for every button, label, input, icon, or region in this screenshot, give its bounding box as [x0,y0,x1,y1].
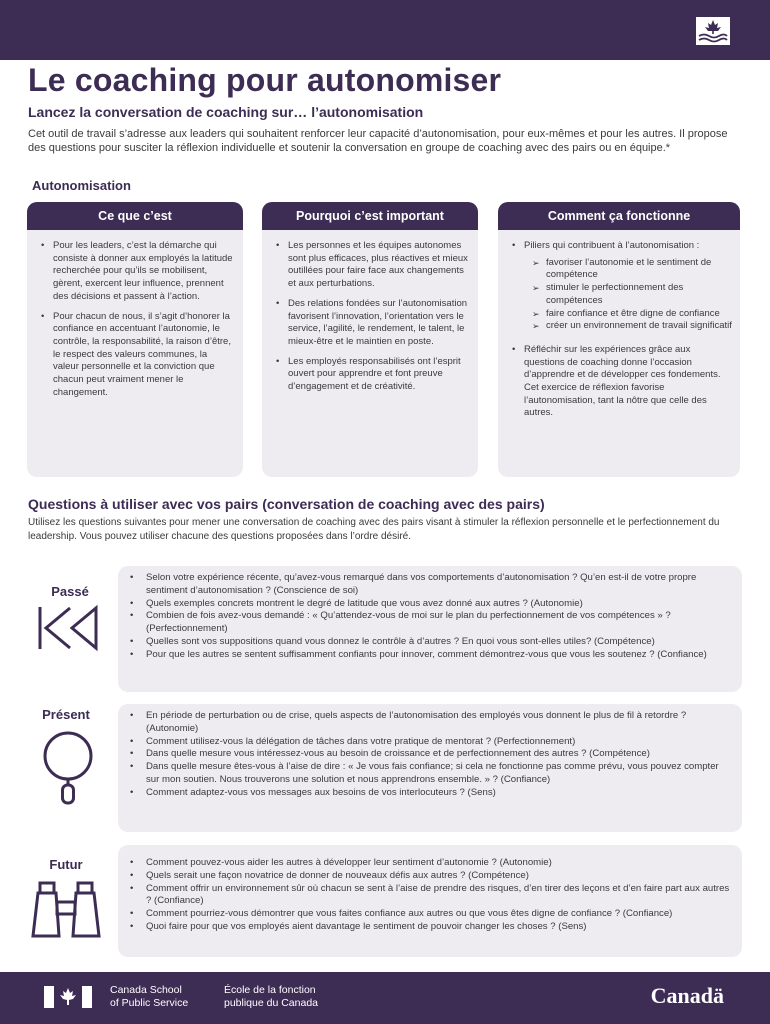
question-item: • Comment adaptez-vous vos messages aux besoins de vos interlocuteurs ? (Sens) [130,787,732,800]
question-item: • Comment pouvez-vous aider les autres à développer leur sentiment d’autonomie ? (Autonomie) [130,857,732,870]
row-label-passe: Passé [51,584,89,599]
question-item: • Dans quelle mesure vous intéressez-vous au besoin de croissance et de perfectionnement des autres ? (Compétence) [130,748,732,761]
section-heading-autonomisation: Autonomisation [32,178,131,193]
questions-box-present [118,704,742,832]
sub-list [524,253,732,337]
question-item: • Dans quelle mesure êtes-vous à l’aise de dire : « Je vous fais confiance; si cela ne fonctionne pas comme prévu, vous pouvez compter sur mon soutien. Nous trouverons une solution et nous apprendrons ensemble. » ? (Confiance) [130,761,732,787]
sub-list-item: ➢ stimuler le perfectionnement des compétences [532,282,732,307]
footer-en-line: Canada School [110,984,182,996]
column-how-it-works [498,202,740,477]
column-what-it-is [27,202,243,477]
intro-paragraph: Cet outil de travail s’adresse aux leaders qui souhaitent renforcer leur capacité d’autonomisation, pour eux-mêmes et pour les autres. Il propose des questions pour susciter la réflexion individuelle et soutenir la conversation en groupe de coaching avec des pairs ou en équipe.* [28,128,728,154]
column-heading: Pourquoi c’est important [262,202,478,230]
footer-fr-line: École de la fonction [224,984,316,996]
question-item: • En période de perturbation ou de crise, quels aspects de l’autonomisation des employés vous donnent le plus de fil à retordre ? (Autonomie) [130,710,732,736]
canada-wordmark: Canadä [650,983,724,1008]
question-item: • Combien de fois avez-vous demandé : « Qu’attendez-vous de moi sur le plan du perfectionnement de vos compétences » ? (Perfectionnement) [130,610,732,636]
question-item: • Pour que les autres se sentent suffisamment confiants pour innover, comment démontrez-vous que vous les soutenez ? (Confiance) [130,649,732,662]
rewind-icon [36,604,102,652]
question-item: • Comment offrir un environnement sûr où chacun se sent à l’aise de prendre des risques, d’en tirer des leçons et d’en faire part aux autres ? (Confiance) [130,883,732,909]
column-why-important [262,202,478,477]
footer-fr-line: publique du Canada [224,996,318,1009]
questions-intro: Utilisez les questions suivantes pour mener une conversation de coaching avec des pairs visant à stimuler la réflexion personnelle et le perfectionnement du leadership. Vous pouvez utiliser chacune des questions proposées dans l’ordre désiré. [28,517,720,542]
list-item [512,240,732,337]
question-item: • Quoi faire pour que vos employés aient davantage le sentiment de pouvoir changer les choses ? (Sens) [130,921,732,934]
question-item: • Comment utilisez-vous la délégation de tâches dans votre pratique de mentorat ? (Perfectionnement) [130,736,732,749]
column-heading: Comment ça fonctionne [498,202,740,230]
footer-en-line: of Public Service [110,996,189,1009]
list-item: • Pour chacun de nous, il s’agit d’honorer la confiance en accentuant l’autonomie, le contrôle, la responsabilité, la raison d’être, le respect des valeurs communes, la valeur personnelle et la conviction que chacun peut vraiment mener le changement. [41,311,235,400]
page-title: Le coaching pour autonomiser [28,62,502,98]
list-item: • Réfléchir sur les expériences grâce aux questions de coaching donne l’occasion d’apprendre et de développer ces fondements. Cet exercice de réflexion favorise l’autonomisation, tant la nôtre que celle des autres. [512,344,732,420]
magnifying-glass-icon [38,730,98,806]
page-subtitle: Lancez la conversation de coaching sur… l’autonomisation [28,104,424,120]
question-item: • Quels exemples concrets montrent le degré de latitude que vous avez donné aux autres ? (Autonomie) [130,598,732,611]
list-item: • Les personnes et les équipes autonomes sont plus efficaces, plus réactives et mieux outillées pour faire face aux changements et aux perturbations. [276,240,470,291]
question-item: • Quels serait une façon novatrice de donner de nouveaux défis aux autres ? (Compétence) [130,870,732,883]
binoculars-icon [28,880,104,942]
sub-list-item: ➢ favoriser l’autonomie et le sentiment de compétence [532,257,732,282]
row-label-present: Présent [42,707,90,722]
questions-title: Questions à utiliser avec vos pairs (conversation de coaching avec des pairs) [28,496,545,512]
top-banner [0,0,770,60]
sub-list-item: ➢ créer un environnement de travail significatif [532,320,732,333]
questions-box-futur [118,845,742,957]
footer-french-name [224,984,318,1009]
list-item-text: Piliers qui contribuent à l’autonomisation : [524,240,700,251]
csps-logo-icon [696,17,730,45]
question-item: • Comment pourriez-vous démontrer que vous faites confiance aux autres ou que vous êtes digne de confiance ? (Confiance) [130,908,732,921]
list-item: • Les employés responsabilisés ont l’esprit ouvert pour apprendre et font preuve d’engagement et de créativité. [276,356,470,394]
sub-list-item: ➢ faire confiance et être digne de confiance [532,308,732,321]
question-item: • Quelles sont vos suppositions quand vous donnez le contrôle à d’autres ? En quoi vous sont-elles utiles? (Compétence) [130,636,732,649]
list-item: • Pour les leaders, c’est la démarche qui consiste à donner aux employés la latitude recherchée pour qu’ils se mobilisent, gèrent, exercent leur influence, prennent des décisions et passent à l’action. [41,240,235,304]
column-heading: Ce que c’est [27,202,243,230]
footer-bar [0,972,770,1024]
row-label-futur: Futur [49,857,83,872]
question-item: • Selon votre expérience récente, qu’avez-vous remarqué dans vos comportements d’autonomisation ? Qu’en est-il de votre propre sentiment d’autonomisation ? (Conscience de soi) [130,572,732,598]
questions-box-passe [118,566,742,692]
canada-flag-icon [44,986,92,1008]
list-item: • Des relations fondées sur l’autonomisation favorisent l’innovation, l’orientation vers le service, l’agilité, le rendement, le talent, le mieux-être et le maintien en poste. [276,298,470,349]
footer-english-name [110,984,188,1009]
